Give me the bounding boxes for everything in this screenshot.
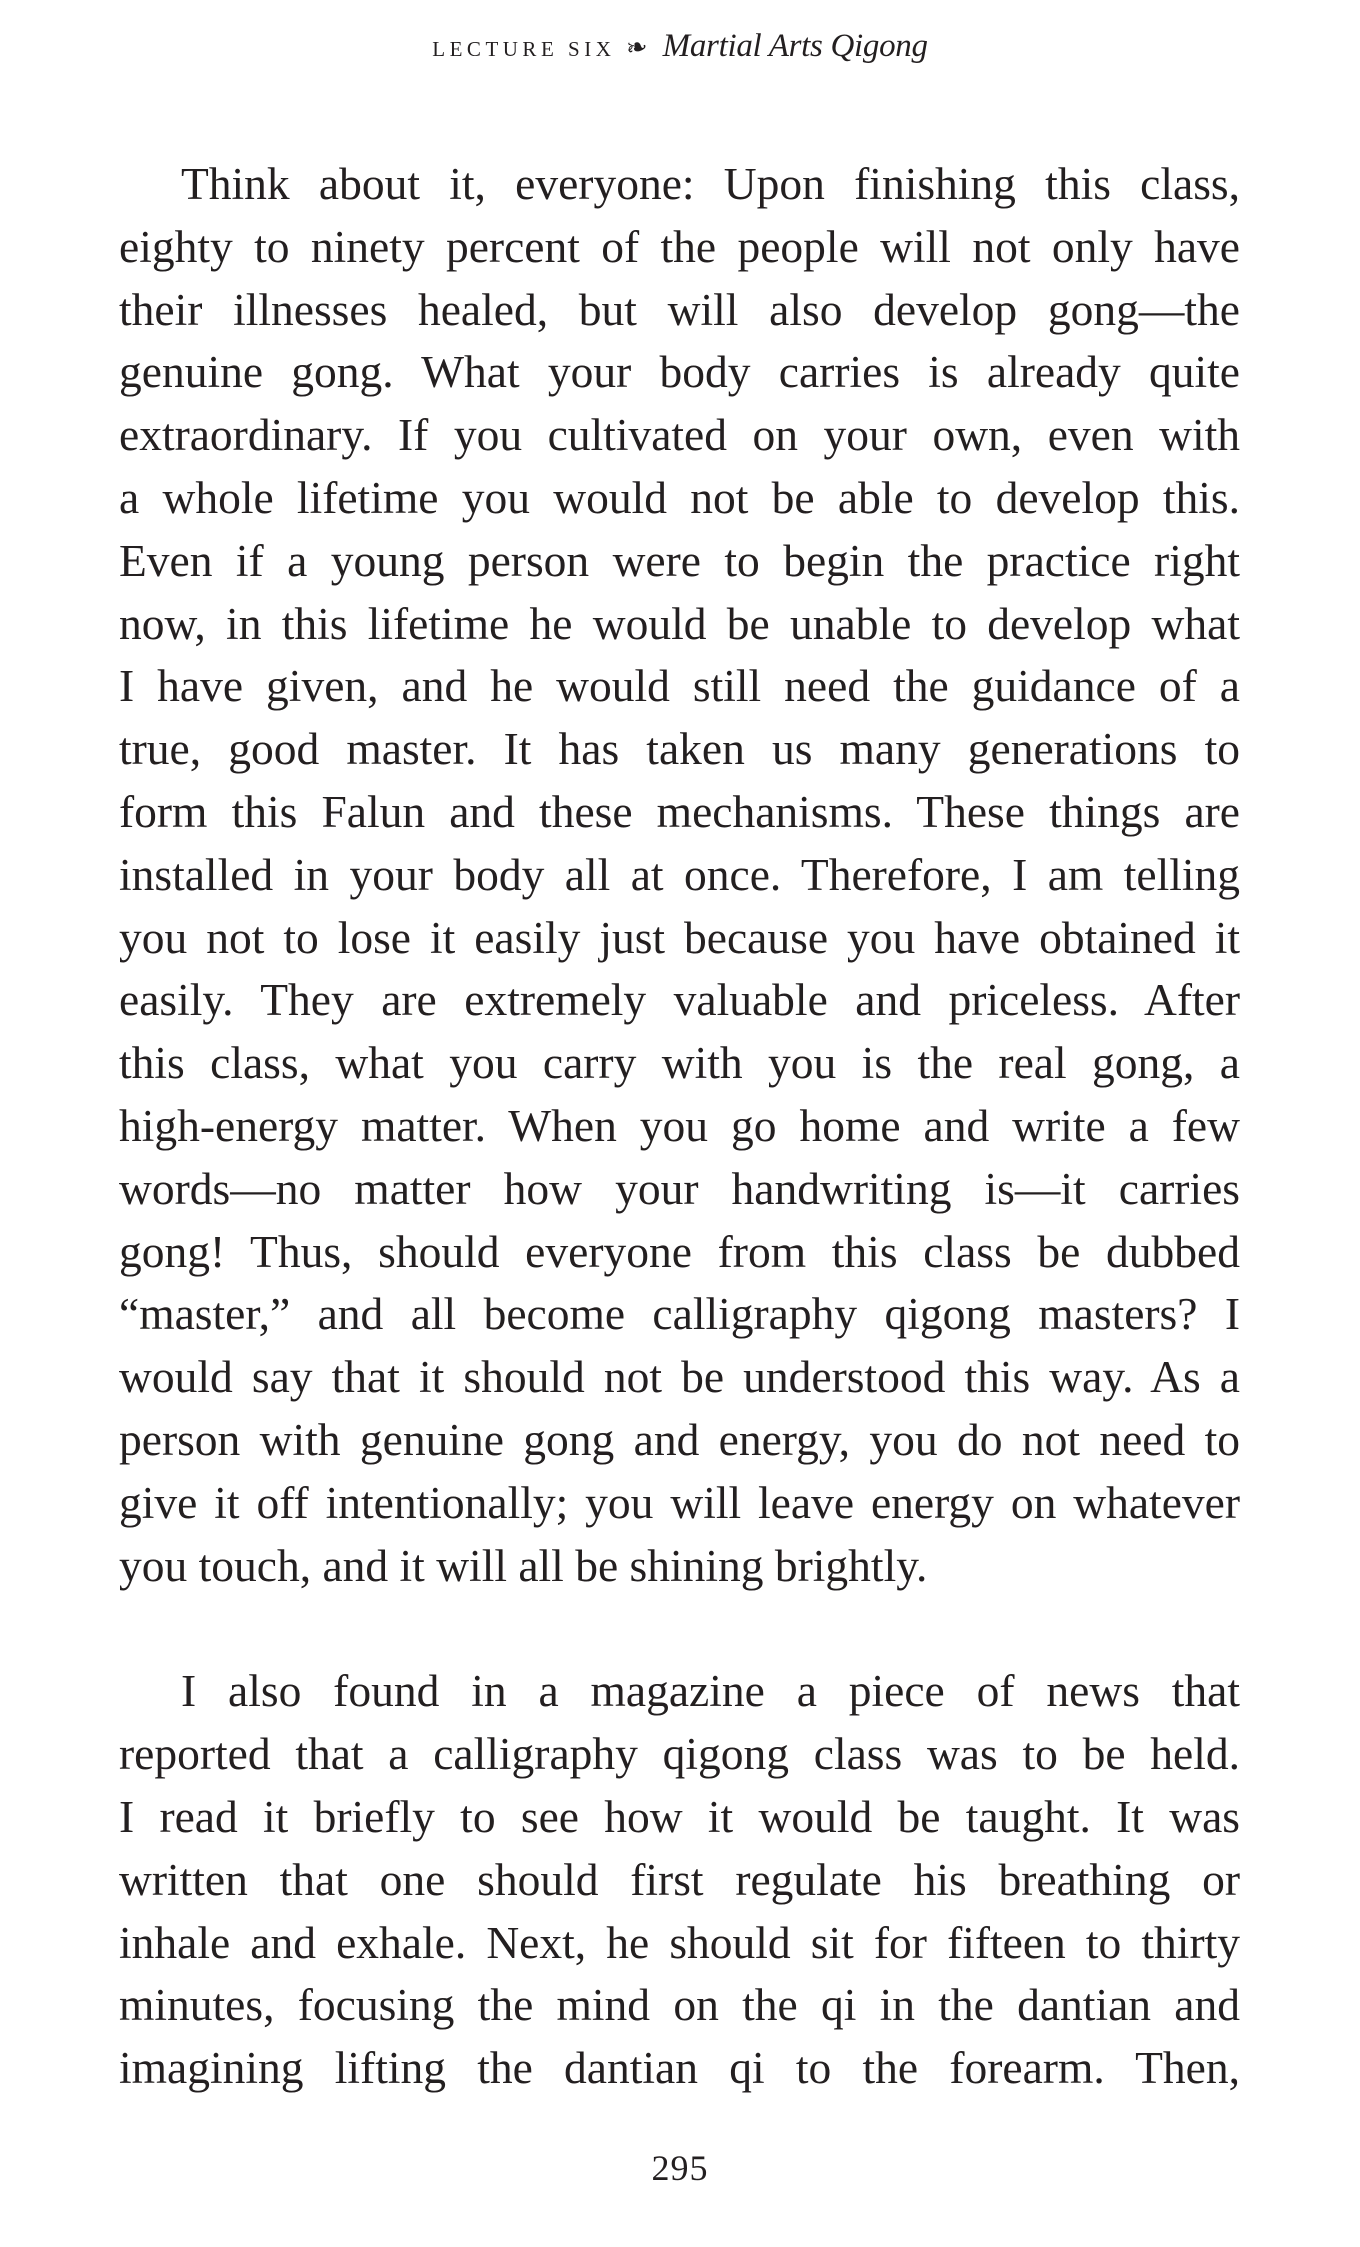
text-line: true, good master. It has taken us many generations to bbox=[119, 723, 1240, 775]
text-line: written that one should first regulate his breathing or bbox=[119, 1853, 1240, 1905]
text-line: this class, what you carry with you is the real gong, a bbox=[119, 1037, 1240, 1089]
text-line: I also found in a magazine a piece of news that bbox=[181, 1665, 1240, 1717]
text-line: reported that a calligraphy qigong class was to be held. bbox=[119, 1728, 1240, 1780]
chapter-title: Martial Arts Qigong bbox=[662, 28, 928, 64]
text-line: form this Falun and these mechanisms. These things are bbox=[119, 785, 1240, 837]
text-line: now, in this lifetime he would be unable to develop what bbox=[119, 597, 1240, 649]
body-text bbox=[119, 153, 1240, 2100]
text-line: words—no matter how your handwriting is—it carries bbox=[119, 1162, 1240, 1214]
text-line: Think about it, everyone: Upon finishing this class, bbox=[181, 158, 1240, 209]
text-line: genuine gong. What your body carries is already quite bbox=[119, 346, 1240, 398]
paragraph-2 bbox=[119, 1660, 1240, 2100]
text-line: gong! Thus, should everyone from this class be dubbed bbox=[119, 1225, 1240, 1277]
text-line: I read it briefly to see how it would be taught. It was bbox=[119, 1790, 1240, 1842]
text-line: a whole lifetime you would not be able to develop this. bbox=[119, 471, 1240, 523]
floral-heart-icon: ❧ bbox=[623, 31, 651, 64]
running-header bbox=[0, 26, 1360, 69]
text-line: give it off intentionally; you will leave energy on whatever bbox=[119, 1476, 1240, 1528]
text-line: installed in your body all at once. Therefore, I am telling bbox=[119, 848, 1240, 900]
text-line: person with genuine gong and energy, you do not need to bbox=[119, 1413, 1240, 1465]
paragraph-1 bbox=[119, 153, 1240, 1597]
text-line: you touch, and it will all be shining brightly. bbox=[119, 1539, 928, 1591]
text-line: Even if a young person were to begin the practice right bbox=[119, 534, 1240, 586]
text-line: extraordinary. If you cultivated on your own, even with bbox=[119, 409, 1240, 461]
text-line: inhale and exhale. Next, he should sit for fifteen to thirty bbox=[119, 1916, 1240, 1968]
text-line: their illnesses healed, but will also develop gong—the bbox=[119, 283, 1240, 335]
text-line: would say that it should not be understood this way. As a bbox=[119, 1351, 1240, 1403]
text-line: imagining lifting the dantian qi to the forearm. Then, bbox=[119, 2042, 1240, 2094]
text-line: high-energy matter. When you go home and write a few bbox=[119, 1099, 1240, 1151]
text-line: easily. They are extremely valuable and priceless. After bbox=[119, 974, 1240, 1026]
page-number: 295 bbox=[651, 2148, 709, 2188]
chapter-label: LECTURE SIX bbox=[432, 37, 616, 61]
text-line: “master,” and all become calligraphy qigong masters? I bbox=[119, 1288, 1240, 1340]
text-line: minutes, focusing the mind on the qi in the dantian and bbox=[119, 1979, 1240, 2031]
text-line: you not to lose it easily just because you have obtained it bbox=[119, 911, 1240, 963]
text-line: eighty to ninety percent of the people will not only have bbox=[119, 220, 1240, 272]
text-line: I have given, and he would still need the guidance of a bbox=[119, 660, 1240, 712]
